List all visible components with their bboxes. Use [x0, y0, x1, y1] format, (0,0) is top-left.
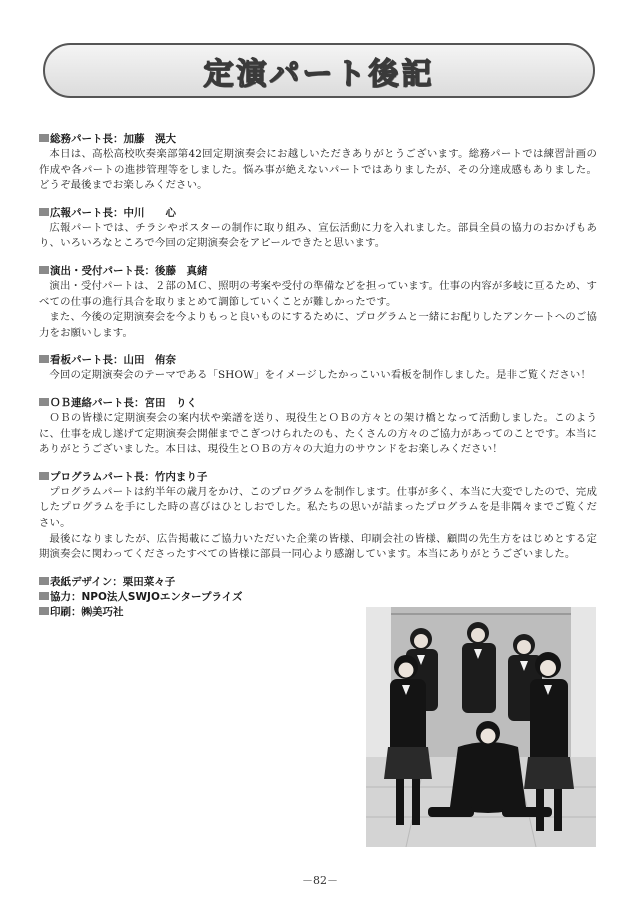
credit-line: 協力：NPO法人SWJOエンタープライズ	[39, 590, 597, 605]
section-publicity	[39, 206, 597, 252]
section-signboard	[39, 353, 597, 384]
article-body	[39, 132, 597, 620]
section-paragraph: 演出・受付パートは、２部のＭＣ、照明の考案や受付の準備などを担っています。仕事の内容が多岐に亘るため、すべての仕事の進行具合を取りまとめて調節していくことが難しかったです。	[39, 279, 597, 308]
section-heading: 看板パート長：山田 侑奈	[39, 353, 597, 368]
square-bullet-icon	[39, 472, 49, 480]
section-ob-liaison	[39, 396, 597, 458]
section-program	[39, 470, 597, 563]
section-paragraph: 今回の定期演奏会のテーマである「SHOW」をイメージしたかっこいい看板を制作しました。是非ご覧ください！	[49, 369, 592, 382]
section-paragraph: 本日は、高松高校吹奏楽部第42回定期演奏会にお越しいただきありがとうございます。総務パートでは練習計画の作成や各パートの進捗管理等をしました。悩み事が絶えないパートではありましたが、その分達成感もありました。どうぞ最後までお楽しみください。	[39, 148, 597, 192]
section-heading: プログラムパート長：竹内まり子	[39, 470, 597, 485]
section-heading: ＯＢ連絡パート長：宮田 りく	[39, 396, 597, 411]
square-bullet-icon	[39, 607, 49, 615]
section-heading: 総務パート長：加藤 滉大	[39, 132, 597, 147]
page-number: －82－	[302, 874, 338, 887]
section-paragraph: プログラムパートは約半年の歳月をかけ、このプログラムを制作します。仕事が多く、本当に大変でしたので、完成したプログラムを手にした時の喜びはひとしおでした。私たちの思いが詰まったプログラムを是非隅々までご覧ください。	[39, 485, 597, 529]
square-bullet-icon	[39, 134, 49, 142]
square-bullet-icon	[39, 355, 49, 363]
section-paragraph: 広報パートでは、チラシやポスターの制作に取り組み、宣伝活動に力を入れました。部員全員の協力のおかげもあり、いろいろなところで今回の定期演奏会をアピールできたと思います。	[39, 221, 597, 250]
page-title: 定演パート後記	[203, 56, 435, 92]
section-paragraph: ＯＢの皆様に定期演奏会の案内状や楽譜を送り、現役生とＯＢの方々との架け橋となって活動しました。このように、仕事を成し遂げて定期演奏会開催までこぎつけられたのも、たくさんの方々のご協力があってのことです。本当にありがとうございました。本日は、現役生とＯＢの方々の大迫力のサウンドをお楽しみください！	[39, 411, 597, 456]
credit-line: 印刷：㈱美巧社	[39, 605, 597, 620]
square-bullet-icon	[39, 398, 49, 406]
square-bullet-icon	[39, 208, 49, 216]
group-photo	[366, 607, 596, 847]
credit-line: 表紙デザイン：栗田菜々子	[39, 575, 597, 590]
section-paragraph: 最後になりましたが、広告掲載にご協力いただいた企業の皆様、印刷会社の皆様、顧問の先生方をはじめとする定期演奏会に関わってくださったすべての皆様に部員一同心より感謝しています。本当にありがとうございました。	[39, 532, 597, 561]
section-paragraph: また、今後の定期演奏会を今よりもっと良いものにするために、プログラムと一緒にお配りしたアンケートへのご協力をお願いします。	[39, 311, 597, 339]
title-banner	[43, 43, 595, 98]
section-general-affairs	[39, 132, 597, 194]
square-bullet-icon	[39, 592, 49, 600]
section-heading: 広報パート長：中川 心	[39, 206, 597, 221]
section-staging-reception	[39, 264, 597, 341]
square-bullet-icon	[39, 577, 49, 585]
section-heading: 演出・受付パート長：後藤 真緒	[39, 264, 597, 279]
square-bullet-icon	[39, 266, 49, 274]
